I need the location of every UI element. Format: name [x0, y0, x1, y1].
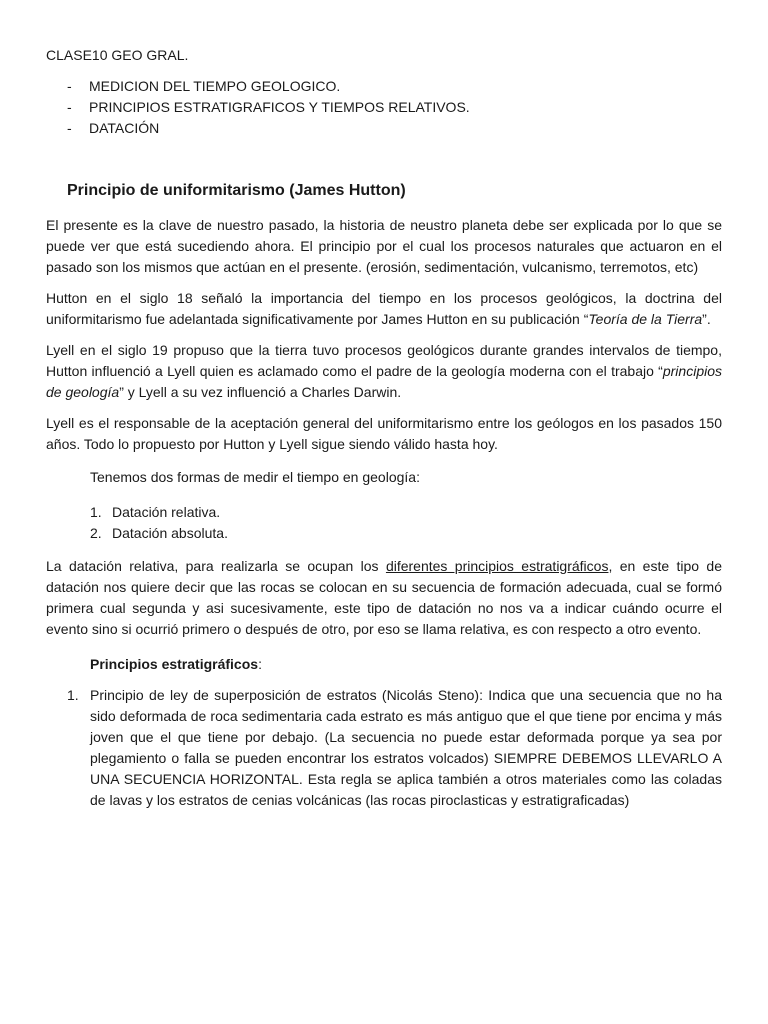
paragraph-text: Hutton en el siglo 18 señaló la importancia del tiempo en los procesos geológicos, la doctrina del uniformitarismo fue adelantada significativamente por James Hutton en su publicación “: [46, 290, 722, 327]
section-heading: Principio de uniformitarismo (James Hutton): [67, 182, 406, 199]
paragraph-text: ” y Lyell a su vez influenció a Charles Darwin.: [119, 384, 402, 400]
topic-list: [46, 76, 722, 139]
topic-item: - MEDICION DEL TIEMPO GEOLOGICO.: [67, 76, 722, 97]
book-title: principios de geología: [46, 363, 722, 400]
dating-methods-list: [46, 502, 722, 544]
paragraph-lyell-acceptance: Lyell es el responsable de la aceptación general del uniformitarismo entre los geólogos en los pasados 150 años. Todo lo propuesto por Hutton y Lyell sigue siendo válido hasta hoy.: [46, 415, 722, 452]
subheading-colon: :: [258, 656, 262, 672]
list-number: 1.: [90, 504, 102, 520]
topic-item: - DATACIÓN: [67, 118, 722, 139]
paragraph-text: La datación relativa, para realizarla se ocupan los: [46, 558, 386, 574]
paragraph-lyell: [46, 340, 722, 403]
link-stratigraphic-principles[interactable]: diferentes principios estratigráficos: [385, 558, 609, 574]
list-item: [90, 502, 722, 523]
list-item-text: Datación absoluta.: [112, 525, 228, 541]
book-title: Teoría de la Tierra: [588, 311, 703, 327]
list-item: [90, 523, 722, 544]
paragraph-text: Lyell en el siglo 19 propuso que la tierra tuvo procesos geológicos durante grandes intervalos de tiempo, Hutton influenció a Lyell quien es aclamado como el padre de la geología moderna con el trabajo “: [46, 342, 722, 379]
paragraph-hutton: [46, 288, 722, 330]
principle-item: [67, 685, 722, 811]
paragraph-dating-intro: Tenemos dos formas de medir el tiempo en geología:: [90, 469, 420, 485]
topic-item: - PRINCIPIOS ESTRATIGRAFICOS Y TIEMPOS RELATIVOS.: [67, 97, 722, 118]
document-title: CLASE10 GEO GRAL.: [46, 47, 189, 63]
subheading-text: Principios estratigráficos: [90, 656, 259, 672]
list-item-text: Datación relativa.: [112, 504, 221, 520]
paragraph-relative-dating: [46, 556, 722, 640]
paragraph-text: ”.: [702, 311, 711, 327]
paragraph-text: , en este tipo de datación nos quiere decir que las rocas se colocan en su secuencia de formación adecuada, cual se formó primera cual segunda y asi sucesivamente, este tipo de datación no nos va a indicar cuándo ocurre el evento sino si ocurrió primero o después de otro, por eso se llama relativa, es con respecto a otro evento.: [46, 558, 723, 637]
list-number: 2.: [90, 525, 102, 541]
principle-text: Principio de ley de superposición de estratos (Nicolás Steno): Indica que una secuencia que no ha sido deformada de roca sedimentaria cada estrato es más antiguo que el que tiene por encima y más joven que el que tiene por debajo. (La secuencia no puede estar deformada porque ya sea por plegamiento o falla se pueden encontrar los estratos volcados) SIEMPRE DEBEMOS LLEVARLO A UNA SECUENCIA HORIZONTAL. Esta regla se aplica también a otros materiales como las coladas de lavas y los estratos de cenias volcánicas (las rocas piroclasticas y estratigraficadas): [90, 687, 722, 808]
paragraph-uniformitarianism: El presente es la clave de nuestro pasado, la historia de neustro planeta debe ser explicada por lo que se puede ver que está sucediendo ahora. El principio por el cual los procesos naturales que actuaron en el pasado son los mismos que actúan en el presente. (erosión, sedimentación, vulcanismo, terremotos, etc): [46, 217, 722, 275]
subheading-stratigraphic-principles: [90, 654, 722, 675]
principles-list: [46, 685, 722, 811]
list-number: 1.: [67, 687, 79, 703]
